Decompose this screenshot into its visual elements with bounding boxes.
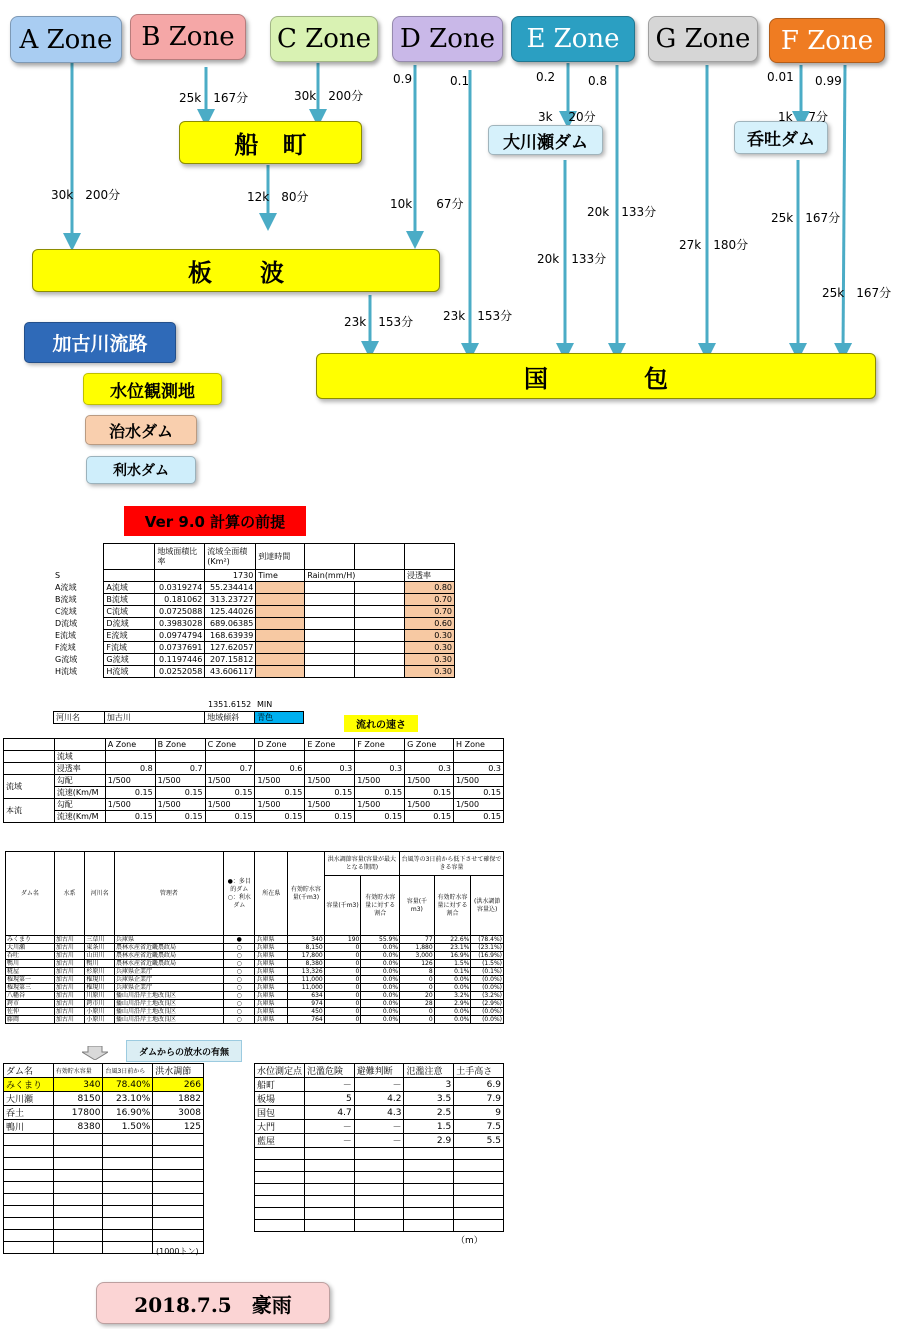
total-area: 1730 [205,570,256,582]
time-label: Time [256,570,305,582]
table-row: 大川瀬 8150 23.10% 1882 [4,1092,204,1106]
label-e-top: 0.2 [536,70,556,84]
table-row: 呑吐 加古川 山田川 農林水産省近畿農政局 ○ 兵庫県 17,800 0 0.0% 3,000 16.9% (16.9%) [7,952,502,959]
river-name: 加古川 [104,712,204,724]
extra-min: MIN [257,700,273,709]
extra-value: 1351.6152 [208,700,252,709]
pen-label: 浸透率 [405,570,455,582]
label-a-ita: 30k 200分 [51,188,121,202]
table-row: E流域 E流域 0.0974794 168.63939 0.30 [53,630,455,642]
legend-flood-dam: 治水ダム [85,415,197,445]
zone-c: C Zone [270,16,378,62]
legend-water-dam: 利水ダム [86,456,196,484]
zone-a: A Zone [10,16,122,63]
label-e-top2: 0.8 [588,74,608,88]
label-d-top: 0.9 [393,72,413,86]
table-row: 大門 － － 1.5 7.5 [255,1120,504,1134]
legend-gauge: 水位観測地 [83,373,222,405]
table-row: 佐仲 加古川 小原川 播山川沿岸土地改良区 ○ 兵庫県 450 0 0.0% 0 0.0% (0.0%) [7,1008,502,1015]
speed-label: 流れの速さ [344,715,418,732]
table-row: D流域 D流域 0.3983028 689.06385 0.60 [53,618,455,630]
label-d-top2: 0.1 [450,74,470,88]
table-row: 八幡谷 加古川 川原川 播山川沿岸土地改良区 ○ 兵庫県 634 0 0.0% 20 3.2% (3.2%) [7,992,502,999]
label-d-direct: 23k 153分 [443,309,513,323]
table-row: 板場 5 4.2 3.5 7.9 [255,1092,504,1106]
h-time: 到達時間 [256,544,305,570]
table-row: みくまり 加古川 三草川 兵庫県 ● 兵庫県 340 190 55.9% 77 22.6% (78.4%) [7,936,502,943]
arrow-down-icon [82,1045,108,1059]
table-row: C流域 C流域 0.0725088 125.44026 0.70 [53,606,455,618]
label-g-kuni: 27k 180分 [679,238,749,252]
table-row: 権現第三 加古川 権現川 兵庫県企業庁 ○ 兵庫県 11,000 0 0.0% 0 0.0% (0.0%) [7,984,502,991]
zone-d: D Zone [392,16,503,62]
table-row: 国包 4.7 4.3 2.5 9 [255,1106,504,1120]
table-row: 藍屋 － － 2.9 5.5 [255,1134,504,1148]
release-label: ダムからの放水の有無 [126,1040,242,1062]
dam-release-table: ダム名 有効貯水容量 台風3日前から 洪水調節 みくまり 340 78.40% 266 大川瀬 8150 23.10% 1882 呑土 17800 16.90% 3008 鴨川 8380 1.50% 125 [3,1063,204,1254]
legend-title: 加古川流路 [24,322,176,363]
label-d-ita: 10k 67分 [390,197,464,211]
table-row: 糀屋 加古川 杉原川 兵庫県企業庁 ○ 兵庫県 13,326 0 0.0% 8 0.1% (0.1%) [7,968,502,975]
zone-f: F Zone [769,18,885,63]
zone-b: B Zone [130,14,246,60]
table-row: 船町 － － 3 6.9 [255,1078,504,1092]
table-row: F流域 F流域 0.0737691 127.62057 0.30 [53,642,455,654]
label-f-dono: 1k 7分 [778,110,829,124]
river-row [53,711,304,724]
zone-g: G Zone [648,16,758,62]
label-dono-kuni: 25k 167分 [771,211,841,225]
table-row: 権現第一 加古川 権現川 兵庫県企業庁 ○ 兵庫県 11,000 0 0.0% 0 0.0% (0.0%) [7,976,502,983]
h-area-ratio: 地域面積比率 [155,544,205,570]
rain-label: Rain(mm/H) [305,570,405,582]
version-title: Ver 9.0 計算の前提 [124,506,306,536]
node-okawase-dam: 大川瀬ダム [488,125,603,155]
label-ita-kuni: 23k 153分 [344,315,414,329]
table-row: 呑土 17800 16.90% 3008 [4,1106,204,1120]
dam-table: ダム名 水系 河川名 管理者 ●：多目的ダム ○：利水ダム 所在県 有効貯水容量(千m3) 洪水調節容量(容量が最大となる期間) 台風等の3日前から低下させて確保できる容量 容量(千m3) 有効貯水容量に対する割合 容量(千m3) 有効貯水容量に対する割合 (洪水調節容量込) みくまり 加古川 三草川 兵庫県 ● 兵庫県 340 190 55.9% 77 22.6% (78.4%) 大川瀬 加古川 東条川 農林水産省近畿農政局 ○ 兵庫県 8,150 0 0.0% 1,880 23.1% (23.1%) 呑吐 加古川 山田川 農林水産省近畿農政局 ○ 兵庫県 17,800 0 0.0% 3,000 16.9% (16.9%) 鴨川 加古川 鴨川 農林水産省近畿農政局 ○ 兵庫県 8,380 0 0.0% 126 1.5% (1.5%) 糀屋 加古川 杉原川 兵庫県企業庁 ○ 兵庫県 13,326 0 0.0% 8 0.1% (0.1%) 権現第一 加古川 権現川 兵庫県企業庁 ○ 兵庫県 11,000 0 0.0% 0 0.0% (0.0%) 権現第三 加古川 権現川 兵庫県企業庁 ○ 兵庫県 11,000 0 0.0% 0 0.0% (0.0%) 八幡谷 加古川 川原川 播山川沿岸土地改良区 ○ 兵庫県 634 0 0.0% 20 3.2% (3.2%) 鍔市 加古川 鍔市川 播山川沿岸土地改良区 ○ 兵庫県 974 0 0.0% 28 2.9% (2.9%) 佐仲 加古川 小原川 播山川沿岸土地改良区 ○ 兵庫県 450 0 0.0% 0 0.0% (0.0%) 藤岡 加古川 小原川 播山川沿岸土地改良区 ○ 兵庫県 764 0 0.0% 0 0.0% (0.0%) [5,851,504,1024]
s-label: S [55,571,61,580]
slope-label: 地域傾斜 [205,712,255,724]
table3-unit: (1000トン) [156,1247,199,1256]
label-c-funa: 30k 200分 [294,89,364,103]
label-funa-ita: 12k 80分 [247,190,309,204]
table-row: 大川瀬 加古川 東条川 農林水産省近畿農政局 ○ 兵庫県 8,150 0 0.0% 1,880 23.1% (23.1%) [7,944,502,951]
table-row: H流域 H流域 0.0252058 43.606117 0.30 [53,666,455,678]
water-level-table: 水位測定点 氾濫危険 避難判断 氾濫注意 土手高さ 船町 － － 3 6.9 板場 5 4.2 3.5 7.9 国包 4.7 4.3 2.5 9 大門 － － 1.5 7.5 藍屋 － － 2.9 5.5 [254,1063,504,1232]
table-row: G流域 G流域 0.1197446 207.15812 0.30 [53,654,455,666]
zone-speed-table: A Zone B Zone C Zone D Zone E Zone F Zone G Zone H Zone 流域 浸透率 0.8 0.7 0.7 0.6 0.3 0.3 0.3 0.3 流域 勾配 1/500 1/500 1/500 1/500 1/500 1/500 1/500 1/500 流速(Km/M 0.15 0.15 0.15 0.15 0.15 0.15 0.15 0.15 本流 勾配 1/500 1/500 1/500 1/500 1/500 1/500 1/500 1/500 流速(Km/M 0.15 0.15 0.15 0.15 0.15 0.15 0.15 0.15 [3,738,504,823]
event-label: 2018.7.5 豪雨 [96,1282,330,1324]
table-row: 鴨川 8380 1.50% 125 [4,1120,204,1134]
table-row: 鍔市 加古川 鍔市川 播山川沿岸土地改良区 ○ 兵庫県 974 0 0.0% 28 2.9% (2.9%) [7,1000,502,1007]
label-e-direct: 20k 133分 [587,205,657,219]
node-donoharu-dam: 呑吐ダム [734,121,828,154]
label-f-top2: 0.99 [815,74,842,88]
label-e-okawa: 3k 20分 [538,110,596,124]
label-b-funa: 25k 167分 [179,91,249,105]
h-area-total: 流域全面積(Km²) [205,544,256,570]
zone-e: E Zone [511,16,635,62]
table-row: みくまり 340 78.40% 266 [4,1078,204,1092]
table-row: 鴨川 加古川 鴨川 農林水産省近畿農政局 ○ 兵庫県 8,380 0 0.0% 126 1.5% (1.5%) [7,960,502,967]
arrow-f-kunikane [843,65,845,352]
table-row: 藤岡 加古川 小原川 播山川沿岸土地改良区 ○ 兵庫県 764 0 0.0% 0 0.0% (0.0%) [7,1016,502,1023]
node-funamachi: 船 町 [179,121,362,164]
label-f-top: 0.01 [767,70,794,84]
table-row: A流域 A流域 0.0319274 55.234414 0.80 [53,582,455,594]
table4-unit: （m） [456,1236,483,1246]
river-label: 河川名 [54,712,105,724]
node-kunikane: 国 包 [316,353,876,399]
node-itanami: 板 波 [32,249,440,292]
label-f-direct: 25k 167分 [822,286,892,300]
slope-value: 青色 [255,712,304,724]
table-row: B流域 B流域 0.181062 313.23727 0.70 [53,594,455,606]
basin-table [53,543,455,678]
label-okawa-kuni: 20k 133分 [537,252,607,266]
